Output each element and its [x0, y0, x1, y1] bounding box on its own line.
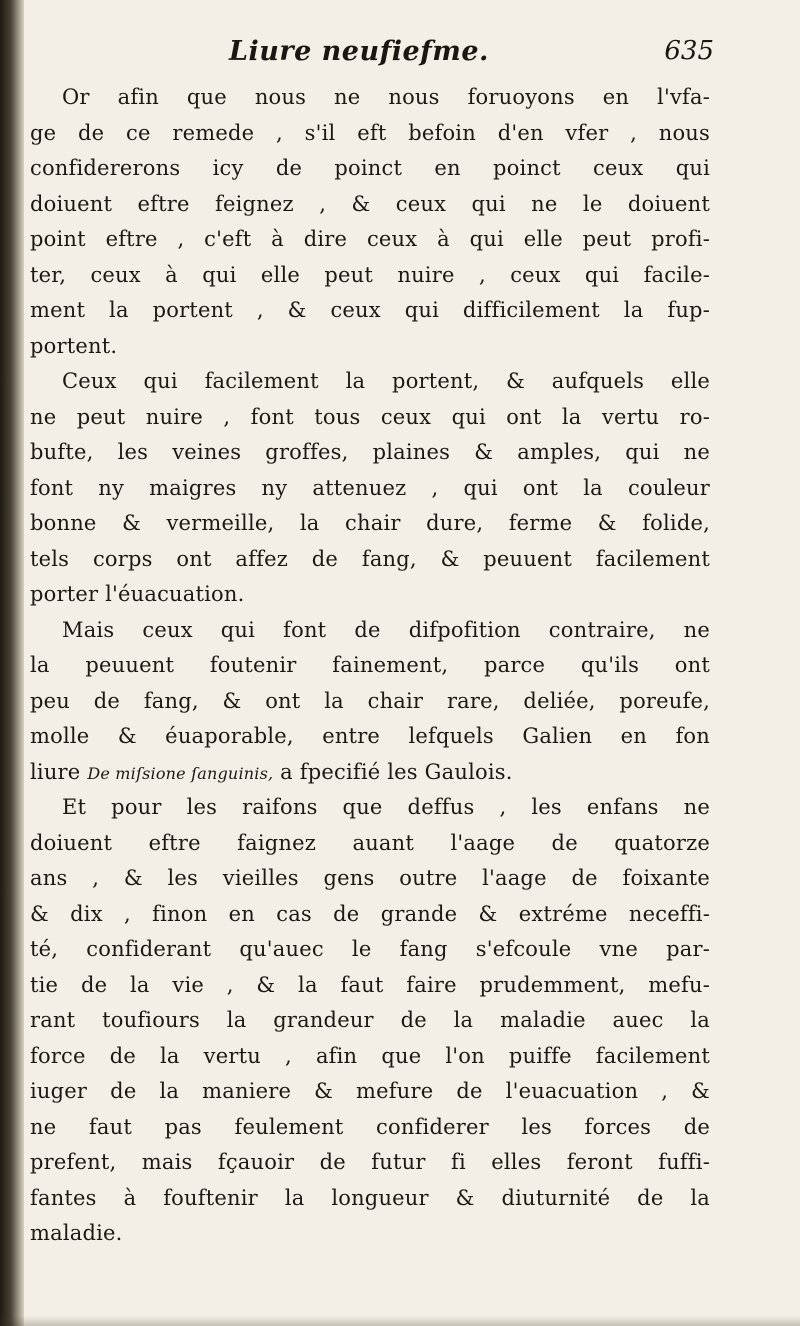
text-line: bufte, les veines groffes, plaines & amples, qui ne — [30, 440, 710, 464]
text-line: confidererons icy de poinct en poinct ceux qui — [30, 156, 710, 180]
text-line: maladie. — [30, 1221, 123, 1245]
text-line: ment la portent , & ceux qui difficilement la fup- — [30, 298, 710, 322]
text-line: Or afin que nous ne nous foruoyons en l'vfa- — [62, 85, 710, 109]
page-edge-shadow — [0, 1316, 800, 1326]
text-line: bonne & vermeille, la chair dure, ferme & folide, — [30, 511, 710, 535]
body-text — [30, 80, 710, 1252]
text-line: porter l'éuacuation. — [30, 582, 245, 606]
text-line: Et pour les raifons que deffus , les enfans ne — [62, 795, 710, 819]
page-header — [24, 36, 714, 76]
text-line: force de la vertu , afin que l'on puiffe facilement — [30, 1043, 710, 1068]
text-line: la peuuent foutenir fainement, parce qu'ils ont — [30, 653, 710, 677]
line-text: a fpecifié les Gaulois. — [273, 759, 513, 784]
text-line: iuger de la maniere & mefure de l'euacuation , & — [30, 1079, 710, 1103]
text-line: rant toufiours la grandeur de la maladie auec la — [30, 1008, 710, 1032]
text-line: doiuent eftre faignez auant l'aage de quatorze — [30, 830, 710, 855]
text-line: ter, ceux à qui elle peut nuire , ceux qui facile- — [30, 262, 710, 287]
text-line: ans , & les vieilles gens outre l'aage de foixante — [30, 866, 710, 890]
latin-title: De miſsione ſanguinis, — [87, 763, 274, 783]
text-line: font ny maigres ny attenuez , qui ont la couleur — [30, 475, 710, 500]
text-line: & dix , finon en cas de grande & extréme neceffi- — [30, 901, 710, 926]
text-line: peu de fang, & ont la chair rare, deliée, poreufe, — [30, 688, 710, 713]
text-line: tie de la vie , & la faut faire prudemment, mefu- — [30, 972, 710, 997]
page-number: 635 — [664, 36, 714, 66]
text-line: ne faut pas feulement confiderer les forces de — [30, 1114, 710, 1139]
text-line: Ceux qui facilement la portent, & aufquels elle — [62, 369, 710, 393]
text-line: prefent, mais fçauoir de futur fi elles feront fuffi- — [30, 1150, 710, 1174]
line-text: liure — [30, 759, 88, 784]
text-line — [30, 755, 710, 791]
text-line: molle & éuaporable, entre lefquels Galien en fon — [30, 724, 710, 748]
text-line: ne peut nuire , font tous ceux qui ont la vertu ro- — [30, 404, 710, 429]
text-line: doiuent eftre feignez , & ceux qui ne le doiuent — [30, 191, 710, 216]
text-line: té, confiderant qu'auec le fang s'efcoule vne par- — [30, 937, 710, 961]
running-title: Liure neufiefme. — [229, 36, 489, 67]
text-line: ge de ce remede , s'il eft befoin d'en vfer , nous — [30, 120, 710, 145]
text-line: point eftre , c'eft à dire ceux à qui elle peut profi- — [30, 227, 710, 251]
text-line: tels corps ont affez de fang, & peuuent facilement — [30, 546, 710, 571]
page-gutter — [0, 0, 24, 1326]
text-line: portent. — [30, 333, 118, 358]
text-line: fantes à fouftenir la longueur & diuturnité de la — [30, 1185, 710, 1210]
text-line: Mais ceux qui font de difpofition contraire, ne — [62, 617, 710, 642]
